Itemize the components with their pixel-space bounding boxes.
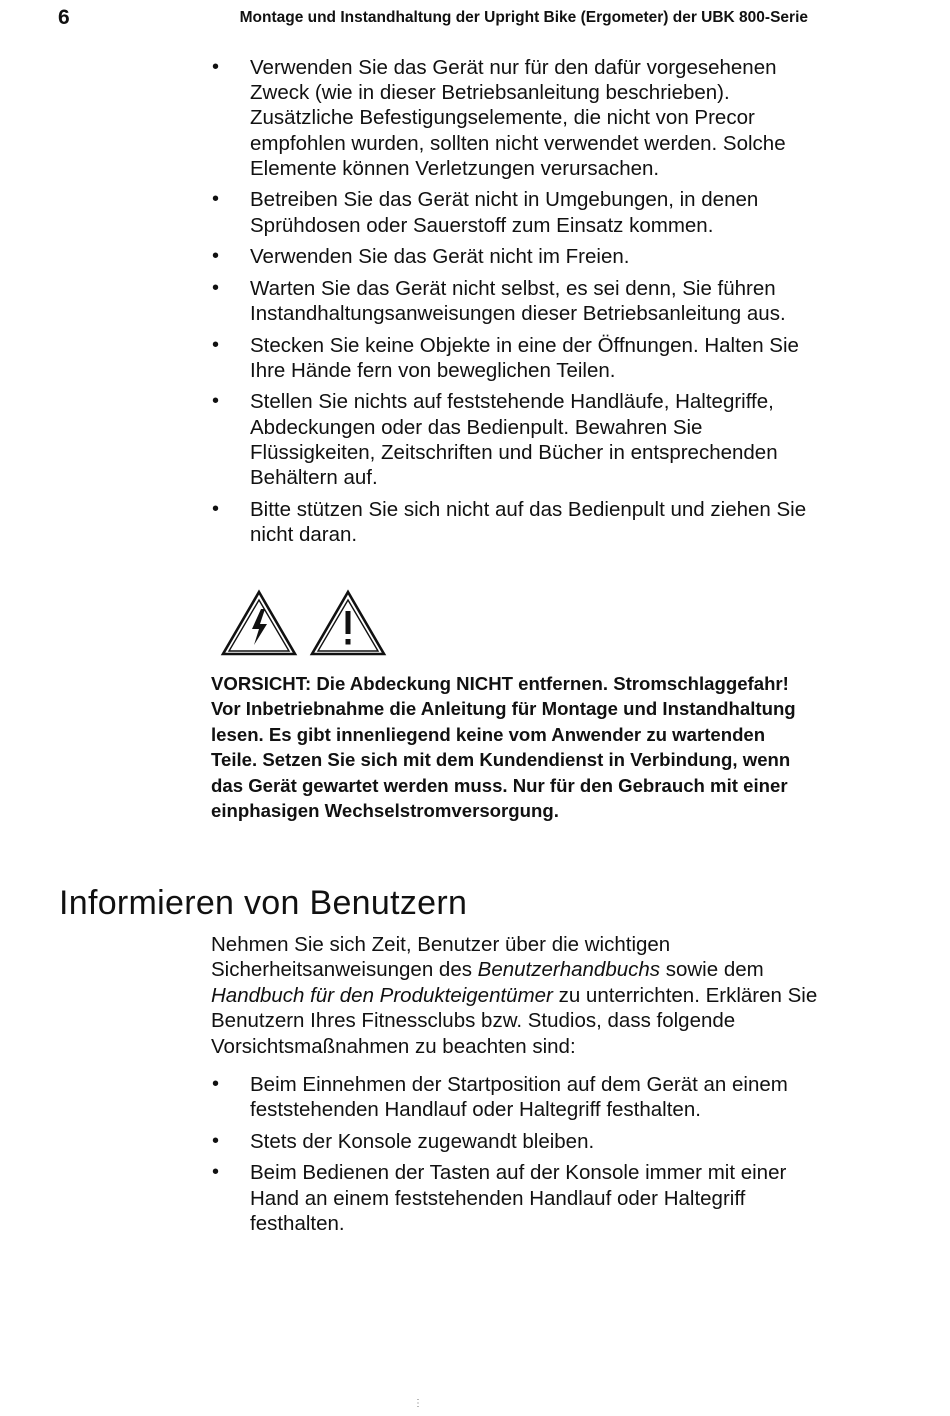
bullet-icon: • xyxy=(212,1129,220,1152)
list-item xyxy=(212,333,822,383)
safety-bullet-list xyxy=(212,55,822,553)
list-item-text: Verwenden Sie das Gerät nicht im Freien. xyxy=(250,245,630,269)
bullet-icon: • xyxy=(212,333,220,356)
intro-text: sowie dem xyxy=(660,958,764,982)
document-reference: Benutzerhandbuchs xyxy=(477,958,661,982)
list-item-text: Beim Einnehmen der Startposition auf dem Gerät an einem feststehenden Handlauf oder Haltegriff festhalten. xyxy=(250,1073,788,1122)
bullet-icon: • xyxy=(212,390,220,413)
list-item-text: Beim Bedienen der Tasten auf der Konsole immer mit einer Hand an einem feststehenden Handlauf oder Haltegriff festhalten. xyxy=(250,1161,787,1235)
intro-text: Nehmen Sie sich Zeit, Benutzer über die wichtigen Sicherheitsanweisungen des xyxy=(211,933,671,982)
warning-icons xyxy=(220,589,387,657)
bullet-icon: • xyxy=(212,1161,220,1184)
bullet-icon: • xyxy=(212,1073,220,1095)
bullet-icon: • xyxy=(212,188,220,211)
list-item xyxy=(212,1160,822,1236)
list-item-text: Verwenden Sie das Gerät nur für den dafür vorgesehenen Zweck (wie in dieser Betriebsanleitung beschrieben). Zusätzliche Befestigungselemente, die nicht von Precor empfohlen wurden, sollten nicht verwendet werden. Solche Elemente können Verletzungen verursachen. xyxy=(250,56,786,180)
page-number: 6 xyxy=(58,6,70,29)
list-item xyxy=(212,244,822,269)
list-item-text: Betreiben Sie das Gerät nicht in Umgebungen, in denen Sprühdosen oder Sauerstoff zum Einsatz kommen. xyxy=(250,188,759,237)
electric-shock-warning-icon xyxy=(220,589,298,657)
list-item xyxy=(212,187,822,237)
intro-text: zu unterrichten. Erklären Sie Benutzern Ihres Fitnessclubs bzw. Studios, dass folgende Vorsichtsmaßnahmen zu beachten sind: xyxy=(211,983,818,1058)
footer-mark: ⋮ xyxy=(413,1398,423,1409)
section-heading: Informieren von Benutzern xyxy=(59,884,468,922)
list-item xyxy=(212,1072,822,1122)
bullet-icon: • xyxy=(212,56,220,78)
list-item xyxy=(212,1129,822,1154)
bullet-icon: • xyxy=(212,497,220,520)
intro-paragraph xyxy=(211,932,821,1059)
document-reference: Handbuch für den Produkteigentümer xyxy=(211,983,553,1007)
list-item-text: Warten Sie das Gerät nicht selbst, es sei denn, Sie führen Instandhaltungsanweisungen dieser Betriebsanleitung aus. xyxy=(250,276,786,325)
list-item xyxy=(212,55,822,181)
list-item-text: Stellen Sie nichts auf feststehende Handläufe, Haltegriffe, Abdeckungen oder das Bedienpult. Bewahren Sie Flüssigkeiten, Zeitschriften und Bücher in entsprechenden Behältern auf. xyxy=(250,390,778,489)
list-item xyxy=(212,389,822,490)
bullet-icon: • xyxy=(212,245,220,268)
list-item-text: Bitte stützen Sie sich nicht auf das Bedienpult und ziehen Sie nicht daran. xyxy=(250,497,807,546)
list-item-text: Stets der Konsole zugewandt bleiben. xyxy=(250,1129,595,1153)
general-warning-icon xyxy=(309,589,387,657)
bullet-icon: • xyxy=(212,276,220,299)
list-item xyxy=(212,276,822,326)
user-precautions-list xyxy=(212,1072,822,1242)
list-item-text: Stecken Sie keine Objekte in eine der Öffnungen. Halten Sie Ihre Hände fern von beweglichen Teilen. xyxy=(250,333,799,382)
running-header: Montage und Instandhaltung der Upright Bike (Ergometer) der UBK 800-Serie xyxy=(239,9,808,26)
list-item xyxy=(212,497,822,547)
caution-notice: VORSICHT: Die Abdeckung NICHT entfernen. Stromschlaggefahr! Vor Inbetriebnahme die Anleitung für Montage und Instandhaltung lesen. Es gibt innenliegend keine vom Anwender zu wartenden Teile. Setzen Sie sich mit dem Kundendienst in Verbindung, wenn das Gerät gewartet werden muss. Nur für den Gebrauch mit einer einphasigen Wechselstromversorgung. xyxy=(211,673,796,822)
